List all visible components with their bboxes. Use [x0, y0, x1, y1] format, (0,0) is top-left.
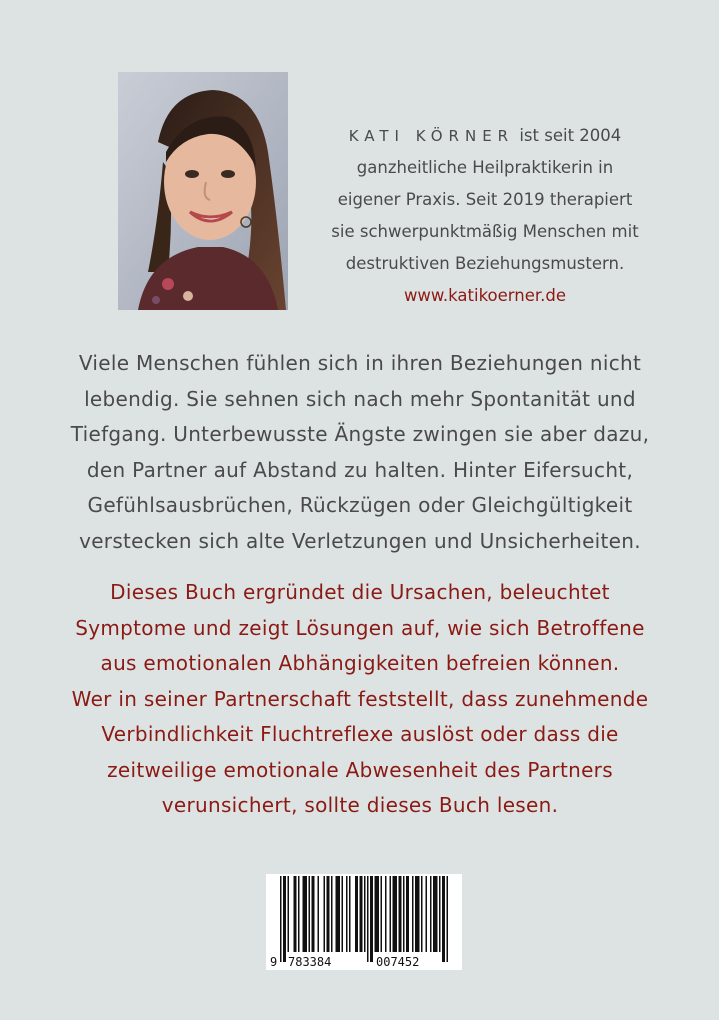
barcode-bar: [370, 876, 373, 962]
bio-line-2: ganzheitliche Heilpraktikerin in: [356, 158, 614, 177]
barcode-bar: [426, 876, 428, 952]
barcode-bar: [430, 876, 432, 952]
barcode-bar: [360, 876, 363, 952]
barcode-bar: [447, 876, 449, 962]
barcode-bar: [327, 876, 330, 952]
paragraph-line: Symptome und zeigt Lösungen auf, wie sich Betroffene: [75, 615, 645, 640]
barcode-bars: [280, 876, 448, 962]
barcode-bar: [403, 876, 405, 952]
barcode-bar: [412, 876, 414, 952]
paragraph-line: aus emotionalen Abhängigkeiten befreien können.: [100, 651, 620, 675]
barcode-bar: [312, 876, 315, 952]
paragraph-line: zeitweilige emotionale Abwesenheit des Partners: [107, 757, 613, 782]
barcode-bar: [399, 876, 402, 952]
barcode-bar: [421, 876, 423, 952]
bio-line-5: destruktiven Beziehungsmustern.: [345, 254, 625, 273]
barcode-bar: [415, 876, 420, 952]
bio-line-4: sie schwerpunktmäßig Menschen mit: [331, 222, 639, 241]
barcode-bar: [283, 876, 286, 962]
paragraph-line: verunsichert, sollte dieses Buch lesen.: [161, 793, 559, 817]
barcode-bar: [298, 876, 300, 952]
barcode-bar: [280, 876, 282, 962]
barcode-bar: [303, 876, 308, 952]
bio-line-3: eigener Praxis. Seit 2019 therapiert: [337, 190, 633, 209]
barcode-bar: [346, 876, 348, 952]
description-paragraph-1: [40, 346, 680, 559]
barcode-bar: [331, 876, 333, 952]
barcode-bar: [288, 876, 290, 952]
barcode-bar: [375, 876, 380, 952]
paragraph-line: Gefühlsausbrüchen, Rückzügen oder Gleichgültigkeit: [87, 493, 633, 517]
barcode-bar: [309, 876, 311, 952]
barcode-bar: [406, 876, 409, 952]
barcode-bar: [390, 876, 392, 952]
bio-line-1: KATI KÖRNER ist seit 2004: [348, 126, 622, 145]
barcode-bar: [342, 876, 344, 952]
paragraph-line: Dieses Buch ergründet die Ursachen, beleuchtet: [110, 580, 610, 604]
barcode-bar: [433, 876, 438, 952]
barcode-bar: [393, 876, 398, 952]
barcode-group-2: 007452: [376, 955, 420, 969]
barcode-bar: [442, 876, 445, 962]
barcode-bar: [439, 876, 441, 952]
barcode-bar: [381, 876, 383, 952]
barcode-first-digit: 9: [270, 955, 278, 969]
barcode-bar: [355, 876, 358, 952]
paragraph-line: Verbindlichkeit Fluchtreflexe auslöst oder dass die: [101, 722, 619, 746]
paragraph-line: lebendig. Sie sehnen sich nach mehr Spontanität und: [84, 386, 636, 411]
barcode-bar: [385, 876, 387, 952]
paragraph-line: Tiefgang. Unterbewusste Ängste zwingen sie aber dazu,: [70, 422, 650, 446]
barcode-bar: [336, 876, 341, 952]
barcode-group-1: 783384: [288, 955, 332, 969]
paragraph-line: Viele Menschen fühlen sich in ihren Beziehungen nicht: [78, 351, 642, 375]
author-name: KATI KÖRNER: [348, 127, 515, 145]
isbn-barcode: [266, 874, 462, 970]
description-paragraph-2: [40, 575, 680, 824]
author-photo: [118, 72, 288, 310]
barcode-bar: [349, 876, 351, 952]
barcode-bar: [367, 876, 369, 962]
barcode-bar: [294, 876, 297, 952]
barcode-bar: [364, 876, 366, 952]
paragraph-line: den Partner auf Abstand zu halten. Hinter Eifersucht,: [86, 457, 634, 482]
author-website-link[interactable]: www.katikoerner.de: [403, 286, 567, 305]
author-bio: [300, 120, 670, 312]
barcode-bar: [318, 876, 320, 952]
paragraph-line: verstecken sich alte Verletzungen und Unsicherheiten.: [79, 528, 641, 553]
paragraph-line: Wer in seiner Partnerschaft feststellt, dass zunehmende: [71, 686, 649, 711]
barcode-bar: [324, 876, 326, 952]
